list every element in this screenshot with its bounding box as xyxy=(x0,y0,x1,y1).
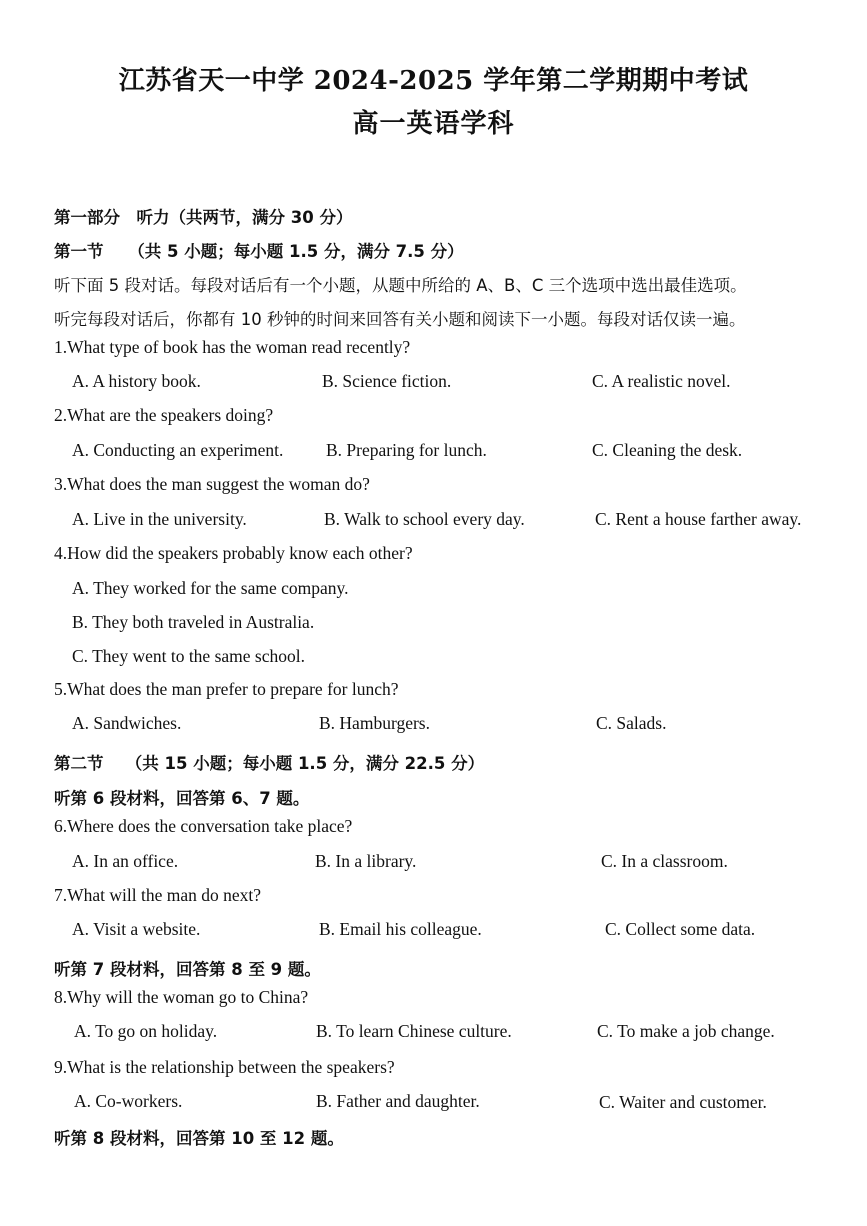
question-5-option-b: B. Hamburgers. xyxy=(319,713,430,733)
question-9: 9.What is the relationship between the speakers? xyxy=(54,1057,395,1077)
question-4-option-c: C. They went to the same school. xyxy=(72,646,305,666)
question-2-option-b: B. Preparing for lunch. xyxy=(326,440,487,460)
question-5-option-c: C. Salads. xyxy=(596,713,667,733)
question-6: 6.Where does the conversation take place? xyxy=(54,816,353,836)
question-8-option-a: A. To go on holiday. xyxy=(74,1021,218,1041)
question-8: 8.Why will the woman go to China? xyxy=(54,987,309,1007)
question-4-option-b: B. They both traveled in Australia. xyxy=(72,612,315,632)
question-1: 1.What type of book has the woman read recently? xyxy=(54,337,411,357)
question-6-option-b: B. In a library. xyxy=(315,851,417,871)
question-1-option-a: A. A history book. xyxy=(72,371,201,391)
question-1-option-b: B. Science fiction. xyxy=(322,371,452,391)
question-9-option-a: A. Co-workers. xyxy=(74,1091,183,1111)
question-4: 4.How did the speakers probably know each other? xyxy=(54,543,413,563)
question-1-option-c: C. A realistic novel. xyxy=(592,371,731,391)
question-8-option-b: B. To learn Chinese culture. xyxy=(316,1021,512,1041)
question-7-option-a: A. Visit a website. xyxy=(72,919,201,939)
exam-title: 江苏省天一中学 2024-2025 学年第二学期期中考试 xyxy=(118,66,749,96)
section1-instruction-1: 听下面 5 段对话。每段对话后有一个小题，从题中所给的 A、B、C 三个选项中选出最佳选项。 xyxy=(54,276,747,295)
question-4-option-a: A. They worked for the same company. xyxy=(72,578,349,598)
part1-heading: 第一部分 听力（共两节，满分 30 分） xyxy=(54,208,353,227)
question-5: 5.What does the man prefer to prepare for lunch? xyxy=(54,679,399,699)
question-7-option-b: B. Email his colleague. xyxy=(319,919,482,939)
material-6-instruction: 听第 6 段材料，回答第 6、7 题。 xyxy=(54,789,310,808)
question-2-option-a: A. Conducting an experiment. xyxy=(72,440,284,460)
question-3-option-a: A. Live in the university. xyxy=(72,509,247,529)
question-9-option-b: B. Father and daughter. xyxy=(316,1091,480,1111)
question-3: 3.What does the man suggest the woman do? xyxy=(54,474,370,494)
question-3-option-c: C. Rent a house farther away. xyxy=(595,509,802,529)
material-8-instruction: 听第 8 段材料，回答第 10 至 12 题。 xyxy=(54,1129,344,1148)
section1-instruction-2: 听完每段对话后，你都有 10 秒钟的时间来回答有关小题和阅读下一小题。每段对话仅读一遍。 xyxy=(54,310,746,329)
question-6-option-c: C. In a classroom. xyxy=(601,851,728,871)
question-7: 7.What will the man do next? xyxy=(54,885,262,905)
question-8-option-c: C. To make a job change. xyxy=(597,1021,775,1041)
section1-heading: 第一节 （共 5 小题；每小题 1.5 分，满分 7.5 分） xyxy=(54,242,464,261)
section2-heading: 第二节 （共 15 小题；每小题 1.5 分，满分 22.5 分） xyxy=(54,754,485,773)
question-9-option-c: C. Waiter and customer. xyxy=(599,1092,767,1112)
question-2-option-c: C. Cleaning the desk. xyxy=(592,440,743,460)
question-3-option-b: B. Walk to school every day. xyxy=(324,509,525,529)
question-7-option-c: C. Collect some data. xyxy=(605,919,756,939)
question-5-option-a: A. Sandwiches. xyxy=(72,713,182,733)
question-6-option-a: A. In an office. xyxy=(72,851,179,871)
exam-subtitle: 高一英语学科 xyxy=(352,109,515,139)
question-2: 2.What are the speakers doing? xyxy=(54,405,274,425)
material-7-instruction: 听第 7 段材料，回答第 8 至 9 题。 xyxy=(54,960,321,979)
